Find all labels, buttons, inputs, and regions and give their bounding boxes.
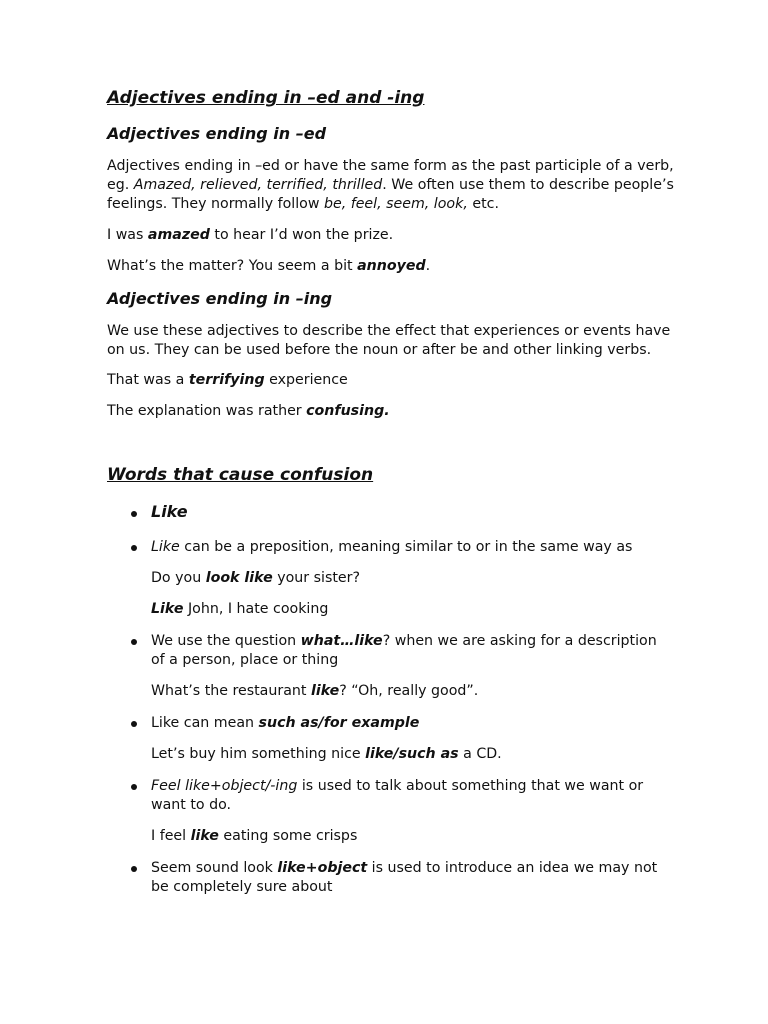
like-point-4-line-1: Feel like+object/-ing is used to talk about something that we want or (151, 778, 644, 794)
like-point-1-example-2: Like John, I hate cooking (151, 601, 329, 617)
bullet-5 (131, 866, 137, 872)
bullet-3 (131, 721, 137, 727)
like-point-5-line-2: be completely sure about (151, 879, 333, 895)
ed-example-1: I was amazed to hear I’d won the prize. (107, 227, 394, 243)
like-point-2-line-1: We use the question what…like? when we are asking for a description (151, 633, 657, 649)
bullet-1 (131, 545, 137, 551)
ed-example-2: What’s the matter? You seem a bit annoyed. (107, 258, 431, 274)
bullet-like-heading (131, 511, 137, 517)
page-title: Adjectives ending in –ed and -ing (107, 88, 425, 108)
like-heading: Like (151, 502, 188, 521)
like-point-2-example: What’s the restaurant like? “Oh, really good”. (151, 683, 479, 699)
like-point-3: Like can mean such as/for example (151, 715, 420, 731)
ed-paragraph-line-3: feelings. They normally follow be, feel, seem, look, etc. (107, 196, 499, 212)
like-point-4-line-2: want to do. (151, 797, 232, 813)
bullet-4 (131, 784, 137, 790)
ing-example-2: The explanation was rather confusing. (107, 403, 390, 419)
heading-ing: Adjectives ending in –ing (107, 289, 333, 308)
bullet-2 (131, 639, 137, 645)
heading-confusion: Words that cause confusion (107, 465, 374, 485)
like-point-1-example-1: Do you look like your sister? (151, 570, 361, 586)
like-point-4-example: I feel like eating some crisps (151, 828, 358, 844)
ing-paragraph-line-1: We use these adjectives to describe the effect that experiences or events have (107, 323, 671, 339)
ing-paragraph-line-2: on us. They can be used before the noun or after be and other linking verbs. (107, 342, 652, 358)
ing-example-1: That was a terrifying experience (107, 372, 348, 388)
like-point-5-line-1: Seem sound look like+object is used to introduce an idea we may not (151, 860, 658, 876)
like-point-1: Like can be a preposition, meaning similar to or in the same way as (151, 539, 633, 555)
ed-paragraph-line-1: Adjectives ending in –ed or have the same form as the past participle of a verb, (107, 158, 674, 174)
like-point-3-example: Let’s buy him something nice like/such as a CD. (151, 746, 502, 762)
ed-paragraph-line-2: eg. Amazed, relieved, terrified, thrilled. We often use them to describe people’s (107, 177, 674, 193)
heading-ed: Adjectives ending in –ed (107, 124, 327, 143)
like-point-2-line-2: of a person, place or thing (151, 652, 339, 668)
